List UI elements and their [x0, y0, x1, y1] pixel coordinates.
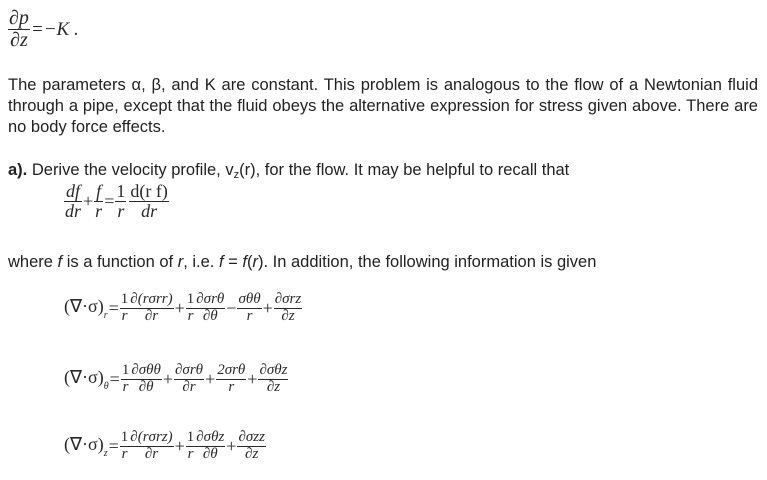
- one-over-r-2: [186, 430, 196, 463]
- den-r: r: [121, 307, 128, 324]
- den-r-c: r: [246, 307, 253, 324]
- where-text-g: ). In addition, the following information is given: [257, 253, 597, 271]
- plus-sign-2: +: [262, 297, 273, 318]
- equals-sign: =: [108, 297, 119, 318]
- product-rule-identity: [64, 182, 169, 221]
- div-sigma-z: (∇·σ): [64, 433, 104, 454]
- den-dr: ∂r: [144, 307, 159, 324]
- den-dz: ∂z: [266, 378, 281, 395]
- num-dsigma-thetaz: ∂σθz: [259, 362, 288, 378]
- one-over-r: [120, 430, 130, 463]
- divergence-theta-equation: [64, 363, 288, 396]
- minus-sign: −: [226, 297, 237, 318]
- plus-sign-3: +: [247, 368, 258, 389]
- where-text-d: =: [223, 253, 243, 271]
- num-1: 1: [120, 291, 129, 307]
- num-dsigma-thetatheta: ∂σθθ: [131, 362, 161, 378]
- num-1b: 1: [186, 429, 195, 445]
- den-dr: ∂r: [182, 378, 196, 395]
- num-1b: 1: [186, 291, 195, 307]
- part-a-subscript: z: [233, 169, 240, 181]
- df-numerator: df: [66, 181, 81, 201]
- where-text-c: , i.e.: [183, 253, 219, 271]
- r-denominator-2: r: [117, 200, 125, 221]
- where-line: [8, 252, 758, 273]
- df-dr-fraction: [64, 182, 82, 221]
- d-sigma-zz-dz: [237, 430, 265, 463]
- d-r-sigma-rz-dr: [129, 430, 173, 463]
- dz-denominator: ∂z: [10, 29, 28, 51]
- divergence-z-lhs: [64, 434, 108, 459]
- divergence-z-equation: [64, 430, 266, 463]
- num-1: 1: [121, 362, 130, 378]
- f-r-fraction: [94, 182, 103, 221]
- equals-sign: =: [109, 368, 120, 389]
- plus-sign: +: [162, 368, 174, 389]
- den-dtheta: ∂θ: [138, 378, 154, 395]
- num-dsigma-rz: ∂σrz: [274, 291, 302, 307]
- equals-sign: =: [104, 190, 115, 211]
- plus-sign: +: [174, 435, 185, 456]
- num-dsigma-thetaz: ∂σθz: [196, 429, 225, 445]
- num-sigma-thetatheta: σθθ: [238, 291, 261, 307]
- num-1: 1: [120, 429, 129, 445]
- pressure-gradient-equation: [8, 8, 80, 51]
- d-r-sigma-rr-dr: [129, 292, 173, 325]
- den-dz: ∂z: [281, 307, 295, 324]
- div-theta-subscript: θ: [103, 380, 109, 392]
- one-over-r-2: [186, 292, 196, 325]
- r-denominator: r: [95, 200, 103, 221]
- plus-sign: +: [174, 297, 185, 318]
- div-r-subscript: r: [103, 309, 108, 321]
- num-dsigma-rtheta: ∂σrθ: [175, 362, 204, 378]
- den-r-b: r: [187, 445, 194, 462]
- den-r: r: [121, 445, 128, 462]
- sigma-thetatheta-over-r: [237, 292, 261, 325]
- den-r: r: [122, 378, 129, 395]
- d-sigma-rtheta-dtheta: [195, 292, 225, 325]
- divergence-r-equation: [64, 292, 302, 325]
- part-a-label: a).: [8, 161, 28, 179]
- num-d-rsigmarz: ∂(rσrz): [130, 429, 173, 445]
- part-a-text: Derive the velocity profile, v: [27, 161, 234, 179]
- divergence-theta-lhs: [64, 367, 109, 392]
- equals-sign: =: [108, 435, 119, 456]
- where-f2: f: [218, 253, 224, 271]
- where-f1: f: [57, 253, 63, 271]
- den-dtheta: ∂θ: [202, 445, 218, 462]
- plus-sign-2: +: [205, 368, 216, 389]
- dp-dz-fraction: [8, 8, 30, 51]
- div-z-subscript: z: [103, 447, 108, 459]
- d-sigma-thetatheta-dtheta: [130, 363, 162, 396]
- den-dtheta: ∂θ: [202, 307, 218, 324]
- parameters-text: The parameters α, β, and K are constant. This problem is analogous to the flow of a Newtonian fluid through a pipe, except that the fluid obeys the alternative expression for stress given above. There are no body force effects.: [8, 76, 758, 136]
- num-dsigma-rtheta: ∂σrθ: [196, 291, 225, 307]
- d-sigma-rtheta-dr: [174, 363, 204, 396]
- dr-denominator-2: dr: [141, 200, 158, 221]
- dr-denominator: dr: [65, 200, 82, 221]
- num-dsigma-zz: ∂σzz: [238, 429, 265, 445]
- one-over-r-fraction: [115, 182, 126, 221]
- one-over-r: [120, 292, 130, 325]
- dp-numerator: ∂p: [9, 7, 29, 29]
- equals-minus-k: =−K .: [30, 18, 79, 40]
- den-dz: ∂z: [245, 445, 259, 462]
- div-sigma-theta: (∇·σ): [64, 366, 104, 387]
- where-f3: f: [242, 253, 247, 271]
- two-sigma-rtheta-over-r: [216, 363, 246, 396]
- f-numerator: f: [96, 181, 102, 201]
- part-a-text-after: (r), for the flow. It may be helpful to recall that: [239, 161, 570, 179]
- plus-sign-2: +: [226, 435, 237, 456]
- d-rf-dr-fraction: [129, 182, 168, 221]
- num-2sigma-rtheta: 2σrθ: [217, 362, 246, 378]
- den-r-b: r: [228, 378, 235, 395]
- where-text-b: is a function of: [62, 253, 178, 271]
- one-over-r: [121, 363, 131, 396]
- where-r1: r: [177, 253, 184, 271]
- where-text-e: (: [246, 253, 253, 271]
- d-sigma-thetaz-dz: [258, 363, 288, 396]
- one-numerator: 1: [116, 181, 126, 201]
- where-text-a: where: [8, 253, 58, 271]
- den-dr: ∂r: [144, 445, 159, 462]
- plus-sign: +: [83, 190, 94, 211]
- div-sigma-r: (∇·σ): [64, 295, 104, 316]
- d-rf-numerator: d(r f): [130, 181, 168, 201]
- parameters-paragraph: [8, 75, 758, 138]
- den-r-b: r: [187, 307, 194, 324]
- num-d-rsigmarr: ∂(rσrr): [130, 291, 173, 307]
- where-r2: r: [252, 253, 258, 271]
- d-sigma-rz-dz: [274, 292, 302, 325]
- d-sigma-thetaz-dtheta: [195, 430, 225, 463]
- divergence-r-lhs: [64, 296, 108, 321]
